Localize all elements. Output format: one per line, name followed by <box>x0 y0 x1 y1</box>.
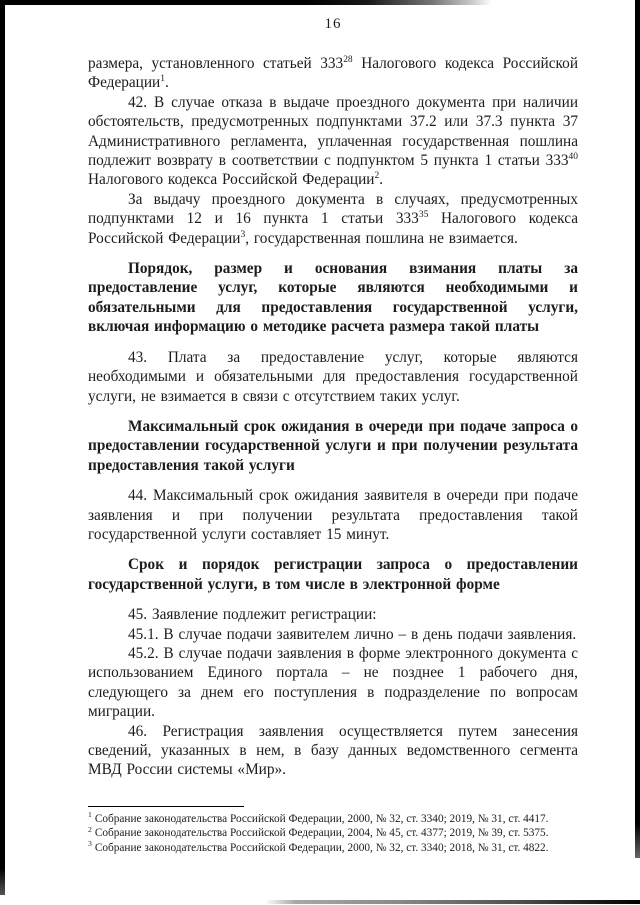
section-heading-registration: Срок и порядок регистрации запроса о предоставлении государственной услуги, в том числе в электронной форме <box>88 556 578 593</box>
footnote-text: Собрание законодательства Российской Федерации, 2000, № 32, ст. 3340; 2018, № 31, ст. 4822. <box>94 841 549 854</box>
paragraph-45-1: 45.1. В случае подачи заявителем лично – в день подачи заявления. <box>128 625 577 643</box>
footnote <box>88 841 578 856</box>
section-heading-waiting-time: Максимальный срок ожидания в очереди при подаче запроса о предоставлении государственной услуги и при получении результата предоставления такой услуги <box>88 417 578 474</box>
document-content <box>88 14 578 855</box>
paragraph-text: , государственная пошлина не взимается. <box>245 229 518 247</box>
superscript-article: 35 <box>418 210 429 221</box>
footnote-separator <box>88 806 244 807</box>
paragraph-text: Налогового кодекса Российской Федерации <box>88 210 578 247</box>
footnote-marker: 3 <box>88 839 92 849</box>
footnote <box>88 812 578 827</box>
section-heading-payment: Порядок, размер и основания взимания платы за предоставление услуг, которые являются необходимыми и обязательными для предоставления государственной услуги, включая информацию о методике расчета размера такой платы <box>88 260 578 336</box>
paragraph-44: 44. Максимальный срок ожидания заявителя в очереди при подаче заявления и при получении результата предоставления такой государственной услуги составляет 15 минут. <box>88 487 578 543</box>
paragraph-text: За выдачу проездного документа в случаях, предусмотренных подпунктами 12 и 16 пункта 1 статьи 333 <box>88 190 578 228</box>
paragraph-text: 42. В случае отказа в выдаче проездного документа при наличии обстоятельств, предусмотренных подпунктами 37.2 или 37.3 пункта 37 Административного регламента, уплаченная государственная пошлина подлежит возврату в соответствии с подпунктом 5 пункта 1 статьи 333 <box>88 93 578 170</box>
paragraph-continuation <box>88 54 578 93</box>
footnote-text: Собрание законодательства Российской Федерации, 2000, № 32, ст. 3340; 2019, № 31, ст. 4417. <box>94 812 549 825</box>
footnote-reference: 3 <box>240 229 246 240</box>
paragraph-text: Налогового кодекса Российской Федерации <box>88 171 375 189</box>
scan-border-left <box>0 0 5 895</box>
paragraph-45: 45. Заявление подлежит регистрации: <box>128 606 377 624</box>
footnote-text: Собрание законодательства Российской Федерации, 2004, № 45, ст. 4377; 2019, № 39, ст. 5375. <box>94 827 549 840</box>
paragraph-46: 46. Регистрация заявления осуществляется путем занесения сведений, указанных в нем, в базу данных ведомственного сегмента МВД России системы «Мир». <box>88 722 578 779</box>
paragraph-text: размера, установленного статьей 333 <box>88 55 344 72</box>
footnote-marker: 1 <box>88 810 92 820</box>
scan-border-right <box>635 0 640 858</box>
page-number: 16 <box>324 16 342 32</box>
paragraph-42a <box>88 190 578 248</box>
paragraph-43: 43. Плата за предоставление услуг, которые являются необходимыми и обязательными для предоставления государственной услуги, не взимается в связи с отсутствием таких услуг. <box>88 348 578 405</box>
scan-border-top <box>0 0 492 5</box>
scan-border-bottom <box>265 900 640 904</box>
paragraph-45-2: 45.2. В случае подачи заявления в форме электронного документа с использованием Единого портала – не позднее 1 рабочего дня, следующего за днем его поступления в подразделение по вопросам миграции. <box>88 644 578 721</box>
footnote <box>88 826 578 841</box>
superscript-article: 28 <box>343 54 353 65</box>
footnote-marker: 2 <box>88 824 92 834</box>
superscript-article: 40 <box>568 151 578 162</box>
footnote-reference: 1 <box>160 74 165 85</box>
paragraph-text: . <box>164 74 169 92</box>
paragraph-text: Налогового кодекса Российской Федерации <box>88 55 579 92</box>
paragraph-42 <box>88 93 578 190</box>
paragraph-text: . <box>379 171 384 189</box>
footnotes <box>88 806 578 856</box>
footnote-reference: 2 <box>374 171 380 182</box>
